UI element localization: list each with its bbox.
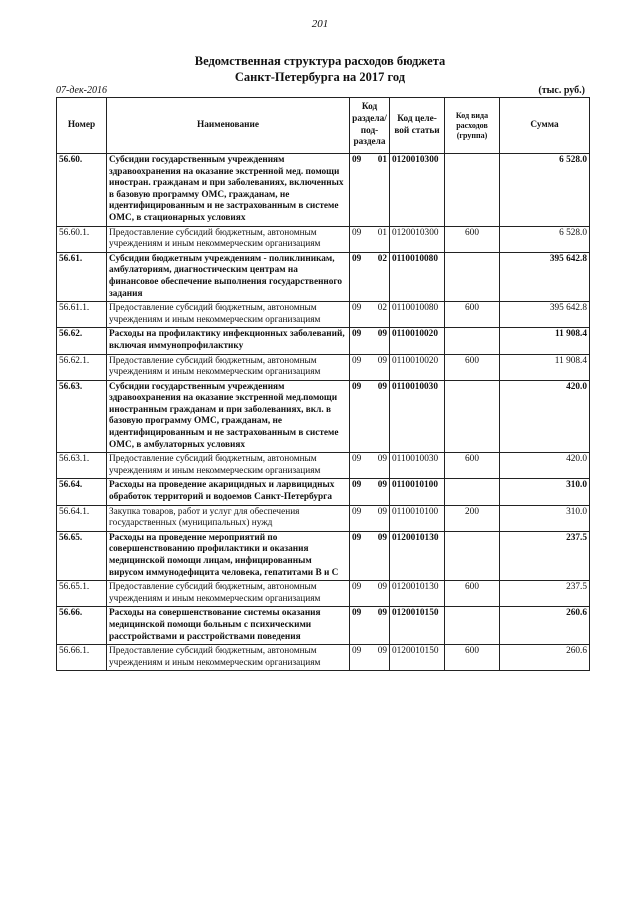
row-sum: 237.5 — [500, 581, 590, 607]
column-header-name: Наименование — [107, 98, 350, 154]
row-name: Расходы на профилактику инфекционных заболеваний, включая иммунопрофилактику — [107, 328, 350, 354]
table-row — [57, 154, 590, 227]
row-vr-code: 600 — [445, 354, 500, 380]
row-name: Расходы на проведение акарицидных и ларвицидных обработок территорий и водоемов Санкт-Петербурга — [107, 479, 350, 505]
row-number: 56.63. — [57, 380, 107, 453]
row-podrazdel: 09 — [377, 454, 387, 465]
table-row — [57, 380, 590, 453]
row-razdel: 09 — [352, 608, 362, 619]
row-sum: 237.5 — [500, 531, 590, 580]
row-number: 56.62. — [57, 328, 107, 354]
column-header-csr: Код целе-вой статьи — [390, 98, 445, 154]
row-csr-code: 0120010300 — [390, 154, 445, 227]
row-section-code — [350, 505, 390, 531]
row-csr-code: 0110010080 — [390, 302, 445, 328]
column-header-vr: Код вида расходов (группа) — [445, 98, 500, 154]
row-section-code — [350, 479, 390, 505]
row-razdel: 09 — [352, 506, 362, 517]
row-sum: 11 908.4 — [500, 354, 590, 380]
row-number: 56.61. — [57, 252, 107, 301]
row-podrazdel: 09 — [377, 506, 387, 517]
row-csr-code: 0110010020 — [390, 328, 445, 354]
table-row — [57, 252, 590, 301]
row-sum: 420.0 — [500, 380, 590, 453]
title-line-2: Санкт-Петербурга на 2017 год — [234, 70, 406, 84]
row-section-code — [350, 581, 390, 607]
row-sum: 260.6 — [500, 645, 590, 671]
row-vr-code — [445, 479, 500, 505]
row-number: 56.65.1. — [57, 581, 107, 607]
row-number: 56.60.1. — [57, 226, 107, 252]
row-vr-code — [445, 380, 500, 453]
row-name: Предоставление субсидий бюджетным, автономным учреждениям и иным некоммерческим организациям — [107, 226, 350, 252]
table-row — [57, 226, 590, 252]
row-csr-code: 0120010150 — [390, 645, 445, 671]
table-row — [57, 607, 590, 645]
row-vr-code: 600 — [445, 645, 500, 671]
table-header-row — [57, 98, 590, 154]
row-name: Расходы на проведение мероприятий по совершенствованию профилактики и оказания медицинской помощи лицам, инфицированным вирусом иммунодефицита человека, гепатитами В и С — [107, 531, 350, 580]
row-number: 56.62.1. — [57, 354, 107, 380]
table-row — [57, 581, 590, 607]
row-csr-code: 0110010030 — [390, 453, 445, 479]
document-date: 07-дек-2016 — [56, 85, 107, 96]
row-section-code — [350, 380, 390, 453]
row-vr-code — [445, 328, 500, 354]
row-csr-code: 0120010150 — [390, 607, 445, 645]
row-sum: 395 642.8 — [500, 252, 590, 301]
row-name: Предоставление субсидий бюджетным, автономным учреждениям и иным некоммерческим организациям — [107, 354, 350, 380]
row-podrazdel: 02 — [377, 253, 387, 264]
row-podrazdel: 09 — [377, 381, 387, 392]
row-podrazdel: 09 — [377, 355, 387, 366]
row-vr-code — [445, 252, 500, 301]
row-razdel: 09 — [352, 480, 362, 491]
row-podrazdel: 09 — [377, 582, 387, 593]
row-csr-code: 0120010300 — [390, 226, 445, 252]
row-number: 56.65. — [57, 531, 107, 580]
row-podrazdel: 09 — [377, 480, 387, 491]
row-csr-code: 0120010130 — [390, 581, 445, 607]
table-row — [57, 645, 590, 671]
column-header-sum: Сумма — [500, 98, 590, 154]
row-name: Предоставление субсидий бюджетным, автономным учреждениям и иным некоммерческим организациям — [107, 645, 350, 671]
row-csr-code: 0110010020 — [390, 354, 445, 380]
row-podrazdel: 01 — [377, 227, 387, 238]
row-razdel: 09 — [352, 329, 362, 340]
row-sum: 420.0 — [500, 453, 590, 479]
row-razdel: 09 — [352, 454, 362, 465]
document-title — [0, 53, 640, 85]
table-row — [57, 328, 590, 354]
row-razdel: 09 — [352, 253, 362, 264]
row-sum: 310.0 — [500, 479, 590, 505]
row-razdel: 09 — [352, 155, 362, 165]
title-line-1: Ведомственная структура расходов бюджета — [194, 54, 446, 68]
row-section-code — [350, 645, 390, 671]
row-name: Закупка товаров, работ и услуг для обеспечения государственных (муниципальных) нужд — [107, 505, 350, 531]
table-row — [57, 479, 590, 505]
row-razdel: 09 — [352, 355, 362, 366]
row-number: 56.64. — [57, 479, 107, 505]
row-section-code — [350, 354, 390, 380]
row-section-code — [350, 328, 390, 354]
row-vr-code: 600 — [445, 581, 500, 607]
row-section-code — [350, 154, 390, 227]
row-podrazdel: 02 — [377, 303, 387, 314]
row-sum: 6 528.0 — [500, 154, 590, 227]
row-section-code — [350, 607, 390, 645]
row-csr-code: 0110010100 — [390, 479, 445, 505]
row-podrazdel: 01 — [377, 155, 387, 165]
row-vr-code — [445, 531, 500, 580]
table-row — [57, 505, 590, 531]
row-number: 56.64.1. — [57, 505, 107, 531]
row-vr-code: 200 — [445, 505, 500, 531]
units-label: (тыс. руб.) — [538, 85, 585, 96]
row-razdel: 09 — [352, 381, 362, 392]
row-name: Субсидии государственным учреждениям здравоохранения на оказание экстренной мед.помощи иностранным гражданам и при заболеваниях, вкл. в базовую программу ОМС, гражданам, не идентифицированным и не застрахованным в системе ОМС, в амбулаторных условиях — [107, 380, 350, 453]
row-sum: 6 528.0 — [500, 226, 590, 252]
row-number: 56.66.1. — [57, 645, 107, 671]
row-csr-code: 0120010130 — [390, 531, 445, 580]
row-section-code — [350, 453, 390, 479]
row-name: Расходы на совершенствование системы оказания медицинской помощи больным с психическими расстройствами и расстройствами поведения — [107, 607, 350, 645]
row-razdel: 09 — [352, 582, 362, 593]
row-vr-code — [445, 607, 500, 645]
table-row — [57, 531, 590, 580]
row-sum: 395 642.8 — [500, 302, 590, 328]
page-number: 201 — [311, 18, 329, 30]
row-section-code — [350, 531, 390, 580]
budget-table — [56, 97, 590, 671]
row-name: Предоставление субсидий бюджетным, автономным учреждениям и иным некоммерческим организациям — [107, 302, 350, 328]
column-header-section: Код раздела/ под-раздела — [350, 98, 390, 154]
row-name: Субсидии бюджетным учреждениям - поликлиникам, амбулаториям, диагностическим центрам на финансовое обеспечение выполнения государственного задания — [107, 252, 350, 301]
row-section-code — [350, 302, 390, 328]
row-name: Предоставление субсидий бюджетным, автономным учреждениям и иным некоммерческим организациям — [107, 581, 350, 607]
row-name: Субсидии государственным учреждениям здравоохранения на оказание экстренной мед. помощи иностран. гражданам и при заболеваниях, включенных в базовую программу ОМС, гражданам, не идентифицированным и не застрахованным в системе ОМС, в стационарных условиях — [107, 154, 350, 227]
row-sum: 11 908.4 — [500, 328, 590, 354]
table-row — [57, 354, 590, 380]
row-podrazdel: 09 — [377, 608, 387, 619]
table-row — [57, 453, 590, 479]
row-csr-code: 0110010030 — [390, 380, 445, 453]
row-podrazdel: 09 — [377, 532, 387, 543]
row-section-code — [350, 226, 390, 252]
row-razdel: 09 — [352, 227, 362, 238]
row-section-code — [350, 252, 390, 301]
row-name: Предоставление субсидий бюджетным, автономным учреждениям и иным некоммерческим организациям — [107, 453, 350, 479]
row-sum: 310.0 — [500, 505, 590, 531]
table-body — [57, 154, 590, 671]
row-number: 56.60. — [57, 154, 107, 227]
table-row — [57, 302, 590, 328]
row-number: 56.66. — [57, 607, 107, 645]
row-vr-code: 600 — [445, 453, 500, 479]
row-razdel: 09 — [352, 646, 362, 657]
row-csr-code: 0110010100 — [390, 505, 445, 531]
row-razdel: 09 — [352, 303, 362, 314]
row-vr-code — [445, 154, 500, 227]
row-vr-code: 600 — [445, 302, 500, 328]
row-podrazdel: 09 — [377, 329, 387, 340]
row-podrazdel: 09 — [377, 646, 387, 657]
row-sum: 260.6 — [500, 607, 590, 645]
row-number: 56.61.1. — [57, 302, 107, 328]
row-vr-code: 600 — [445, 226, 500, 252]
row-csr-code: 0110010080 — [390, 252, 445, 301]
column-header-number: Номер — [57, 98, 107, 154]
row-number: 56.63.1. — [57, 453, 107, 479]
row-razdel: 09 — [352, 532, 362, 543]
